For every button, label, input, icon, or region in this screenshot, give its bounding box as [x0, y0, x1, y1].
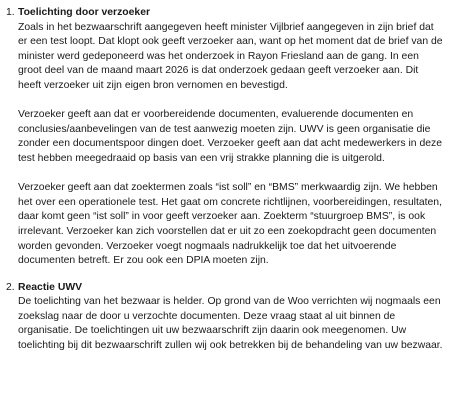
paragraph: De toelichting van het bezwaar is helder. Op grond van de Woo verrichten wij nogmaals een zoekslag naar de door u verzochte documenten. Deze vraag staat al uit binnen de organisatie. De toelichtingen uit uw bezwaarschrift zijn daarin ook meegenomen. Uw toelichting bij dit bezwaarschrift zullen wij ook betrekken bij de behandeling van uw bezwaar.	[18, 296, 443, 352]
paragraph: Verzoeker geeft aan dat zoektermen zoals “ist soll” en “BMS” merkwaardig zijn. We hebben het over een operationele test. Het gaat om concrete richtlijnen, voorbereidingen, resultaten, daar komt geen “ist soll” in voor geeft verzoeker aan. Zoekterm “stuurgroep BMS”, is ook irrelevant. Verzoeker kan zich voorstellen dat er uit zo een zoekopdracht geen documenten worden gevonden. Verzoeker voegt nogmaals nadrukkelijk toe dat het uitvoerende documenten betreft. Er zou ook een DPIA moeten zijn.	[18, 182, 442, 267]
list-number: 2.	[6, 281, 15, 293]
list-number: 1.	[6, 7, 15, 18]
section-toelichting	[0, 6, 444, 269]
section-heading: Reactie UWV	[18, 281, 83, 293]
paragraph: Zoals in het bezwaarschrift aangegeven heeft minister Vijlbrief aangegeven in zijn brief dat er een test loopt. Dat klopt ook geeft verzoeker aan, want op het moment dat de brief van de minister werd gedeponeerd was het onderzoek in Rayon Friesland aan de gang. In een groot deel van de maand maart 2026 is dat onderzoek gedaan geeft verzoeker aan. Dit heeft verzoeker uit zijn eigen bron vernomen en bevestigd.	[18, 21, 443, 91]
paragraph: Verzoeker geeft aan dat er voorbereidende documenten, evaluerende documenten en conclusies/aanbevelingen van de test aanwezig moeten zijn. UWV is geen organisatie die zonder een documentspoor dingen doet. Verzoeker geeft aan dat acht medewerkers in deze test hebben meegedraaid op basis van een vrij strakke planning die is uitgerold.	[18, 109, 442, 164]
section-heading: Toelichting door verzoeker	[18, 7, 151, 18]
section-reactie	[0, 281, 444, 354]
